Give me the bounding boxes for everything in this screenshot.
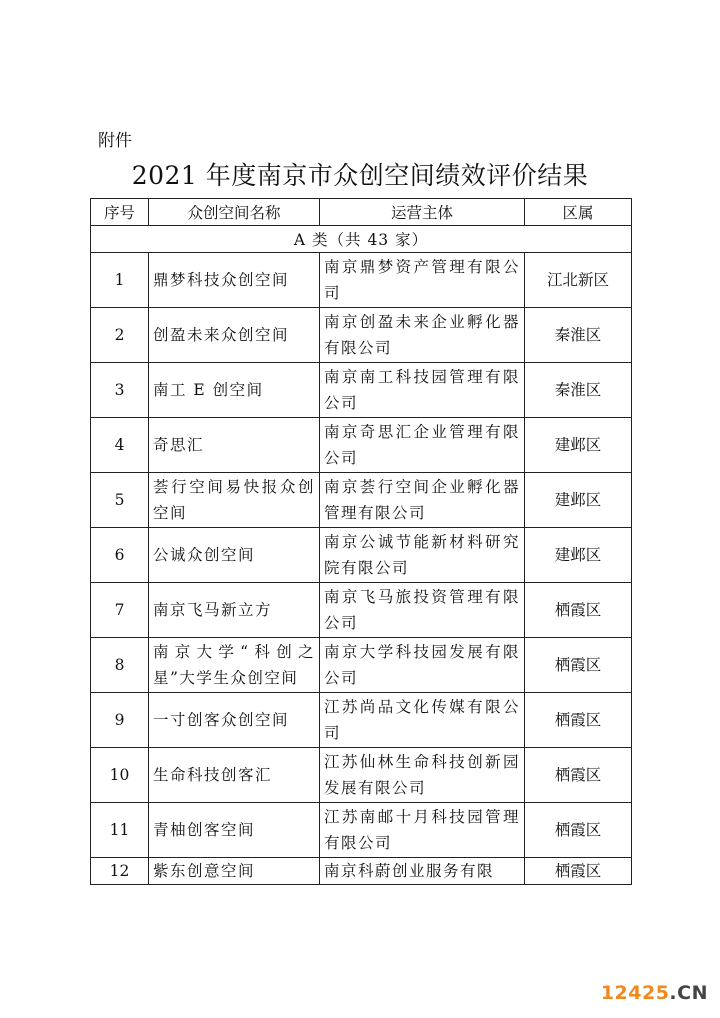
operator-name: 南京鼎梦资产管理有限公司 (320, 253, 525, 308)
row-number: 10 (91, 748, 149, 803)
column-header-no: 序号 (91, 199, 149, 226)
row-number: 1 (91, 253, 149, 308)
watermark-logo (601, 982, 708, 1004)
district: 建邺区 (525, 418, 632, 473)
district: 栖霞区 (525, 803, 632, 858)
operator-name: 南京奇思汇企业管理有限公司 (320, 418, 525, 473)
district: 栖霞区 (525, 693, 632, 748)
table-row (91, 528, 632, 583)
row-number: 2 (91, 308, 149, 363)
table-row (91, 363, 632, 418)
district: 江北新区 (525, 253, 632, 308)
table-row (91, 858, 632, 885)
operator-name: 江苏南邮十月科技园管理有限公司 (320, 803, 525, 858)
operator-name: 南京飞马旅投资管理有限公司 (320, 583, 525, 638)
table-row (91, 638, 632, 693)
space-name: 青柚创客空间 (149, 803, 320, 858)
district: 栖霞区 (525, 583, 632, 638)
operator-name: 南京荟行空间企业孵化器管理有限公司 (320, 473, 525, 528)
row-number: 12 (91, 858, 149, 885)
table-row (91, 803, 632, 858)
space-name: 南工 E 创空间 (149, 363, 320, 418)
district: 秦淮区 (525, 308, 632, 363)
space-name: 荟行空间易快报众创空间 (149, 473, 320, 528)
operator-name: 江苏尚品文化传媒有限公司 (320, 693, 525, 748)
space-name: 生命科技创客汇 (149, 748, 320, 803)
table-row (91, 748, 632, 803)
operator-name: 江苏仙林生命科技创新园发展有限公司 (320, 748, 525, 803)
table-row (91, 583, 632, 638)
column-header-org: 运营主体 (320, 199, 525, 226)
table-row (91, 693, 632, 748)
operator-name: 南京创盈未来企业孵化器有限公司 (320, 308, 525, 363)
space-name: 奇思汇 (149, 418, 320, 473)
row-number: 5 (91, 473, 149, 528)
watermark-text: 12425 (600, 982, 670, 1004)
space-name: 公诚众创空间 (149, 528, 320, 583)
district: 建邺区 (525, 528, 632, 583)
district: 栖霞区 (525, 858, 632, 885)
operator-name: 南京南工科技园管理有限公司 (320, 363, 525, 418)
row-number: 7 (91, 583, 149, 638)
table-header-row (91, 199, 632, 226)
space-name: 创盈未来众创空间 (149, 308, 320, 363)
row-number: 3 (91, 363, 149, 418)
operator-name: 南京科蔚创业服务有限 (320, 858, 525, 885)
page-title: 2021 年度南京市众创空间绩效评价结果 (131, 161, 589, 190)
table-row (91, 473, 632, 528)
attachment-label: 附件 (98, 131, 132, 151)
row-number: 6 (91, 528, 149, 583)
category-label: A 类（共 43 家） (91, 226, 632, 253)
row-number: 11 (91, 803, 149, 858)
space-name: 南京大学“科创之星”大学生众创空间 (149, 638, 320, 693)
watermark-suffix: .CN (669, 982, 708, 1004)
space-name: 鼎梦科技众创空间 (149, 253, 320, 308)
district: 秦淮区 (525, 363, 632, 418)
category-row (91, 226, 632, 253)
district: 建邺区 (525, 473, 632, 528)
column-header-name: 众创空间名称 (149, 199, 320, 226)
space-name: 一寸创客众创空间 (149, 693, 320, 748)
row-number: 4 (91, 418, 149, 473)
column-header-district: 区属 (525, 199, 632, 226)
results-table (90, 198, 632, 885)
table-row (91, 418, 632, 473)
district: 栖霞区 (525, 638, 632, 693)
row-number: 8 (91, 638, 149, 693)
space-name: 南京飞马新立方 (149, 583, 320, 638)
table-row (91, 253, 632, 308)
table-row (91, 308, 632, 363)
district: 栖霞区 (525, 748, 632, 803)
operator-name: 南京公诚节能新材料研究院有限公司 (320, 528, 525, 583)
space-name: 紫东创意空间 (149, 858, 320, 885)
row-number: 9 (91, 693, 149, 748)
operator-name: 南京大学科技园发展有限公司 (320, 638, 525, 693)
